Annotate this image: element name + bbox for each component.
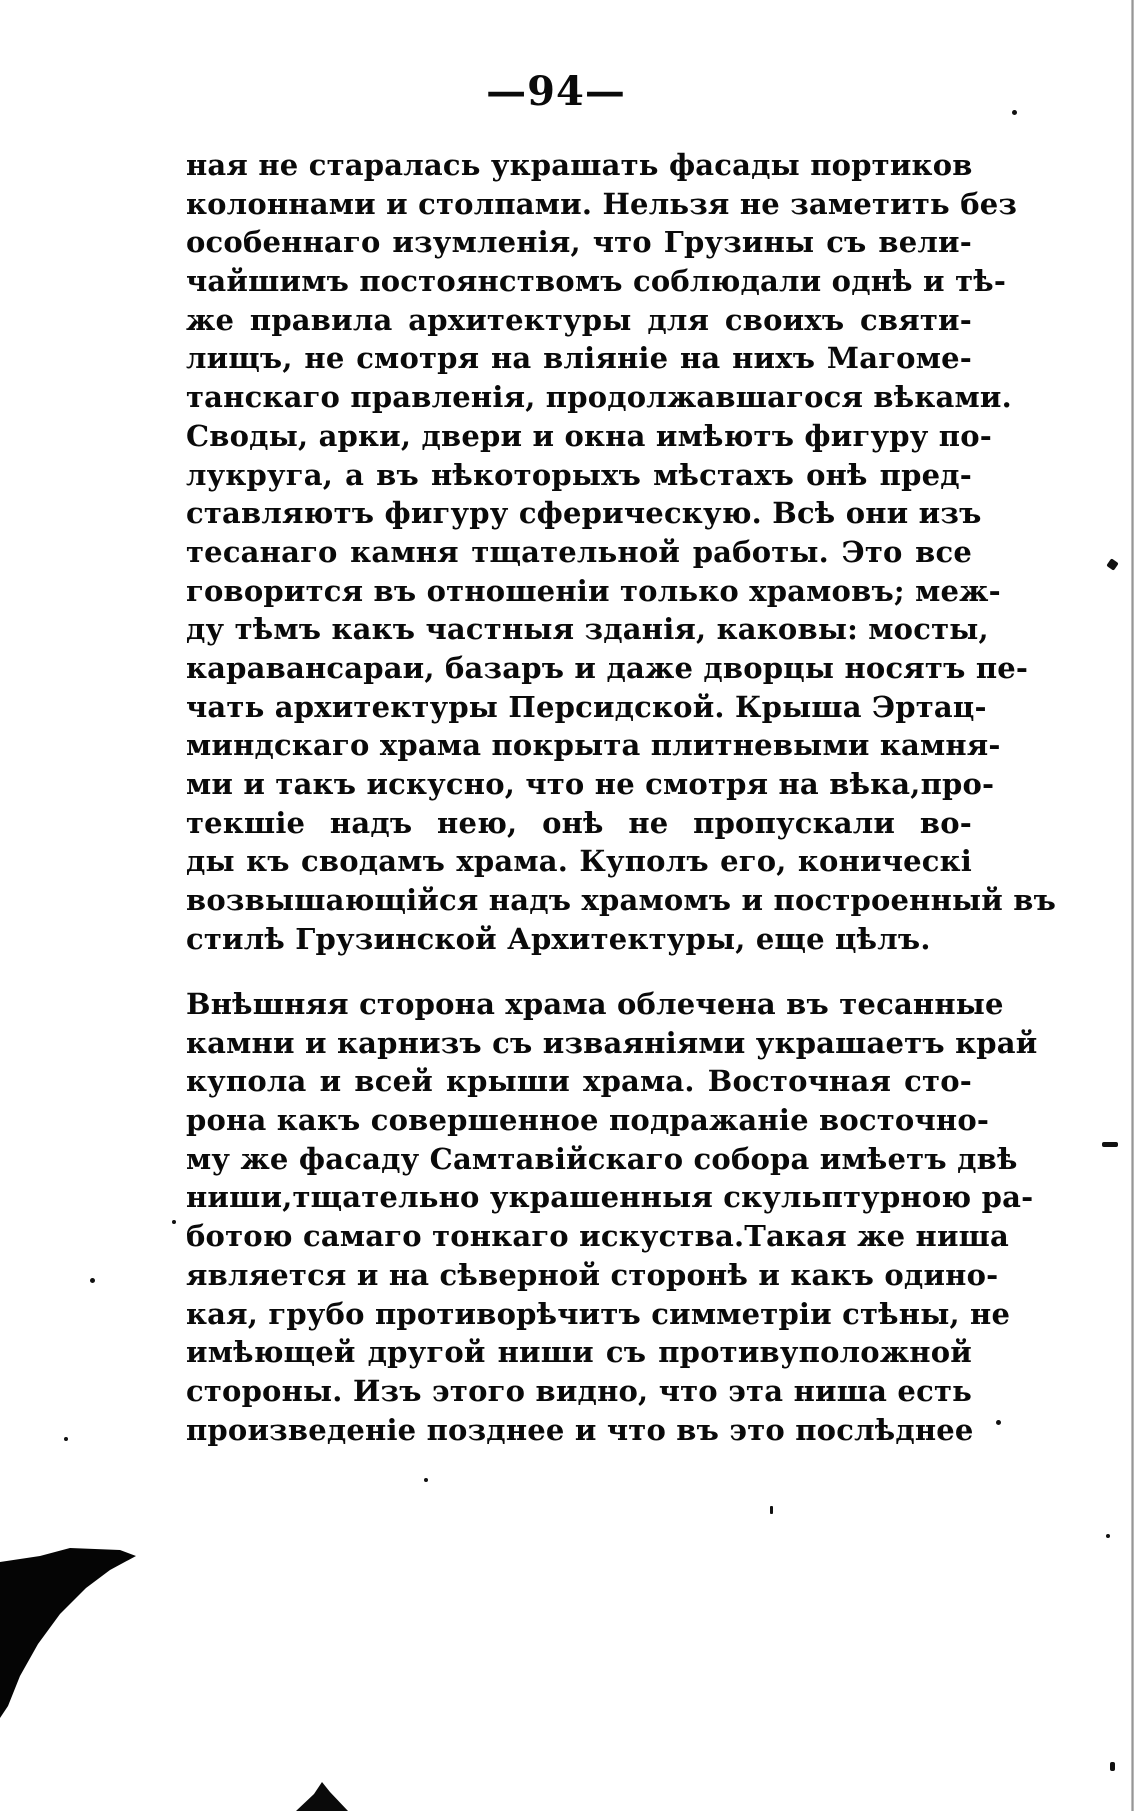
text-line: ды къ сводамъ храма. Куполъ его, коническі xyxy=(186,844,972,879)
bottom-ink-mark xyxy=(296,1782,348,1811)
text-line: ставляютъ фигуру сферическую. Всѣ они изъ xyxy=(186,496,982,531)
text-line: говорится въ отношеніи только храмовъ; меж- xyxy=(186,573,1001,608)
text-line: ми и такъ искусно, что не смотря на вѣка,про- xyxy=(186,767,995,801)
paragraph-1 xyxy=(186,146,1057,958)
scan-speck xyxy=(1012,110,1017,115)
text-line: Своды, арки, двери и окна имѣютъ фигуру по- xyxy=(186,418,992,453)
text-line: Внѣшняя сторона храма облечена въ тесанные xyxy=(186,987,1004,1021)
text-line: колоннами и столпами. Нельзя не заметить без xyxy=(186,186,1018,221)
page-number: —94— xyxy=(486,68,626,115)
scan-speck xyxy=(64,1437,68,1441)
scan-speck xyxy=(1110,1762,1115,1771)
text-line: стороны. Изъ этого видно, что эта ниша есть xyxy=(186,1373,972,1408)
scan-speck xyxy=(996,1420,1001,1425)
text-line: рона какъ совершенное подражаніе восточно- xyxy=(186,1103,990,1138)
text-line: особеннаго изумленія, что Грузины съ вели- xyxy=(186,225,972,260)
text-line: камни и карнизъ съ изваяніями украшаетъ край xyxy=(186,1025,1038,1060)
text-line: чайшимъ постоянствомъ соблюдали однѣ и тѣ- xyxy=(186,264,1007,299)
text-line: ная не старалась украшать фасады портиков xyxy=(186,148,973,182)
ink-blot xyxy=(0,1548,140,1718)
scan-speck xyxy=(1106,558,1119,571)
text-line: тесанаго камня тщательной работы. Это все xyxy=(186,534,972,569)
scan-speck xyxy=(1102,1142,1118,1147)
text-line: ботою самаго тонкаго искуства.Такая же ниша xyxy=(186,1219,1010,1254)
text-line: же правила архитектуры для своихъ святи- xyxy=(186,302,972,337)
scan-speck xyxy=(424,1478,428,1482)
text-line: купола и всей крыши храма. Восточная сто- xyxy=(186,1064,972,1099)
text-line: ниши,тщательно украшенныя скульптурною ра- xyxy=(186,1180,1034,1215)
text-line: чать архитектуры Персидской. Крыша Эртац- xyxy=(186,689,987,724)
text-line: лукруга, а въ нѣкоторыхъ мѣстахъ онѣ пред- xyxy=(186,457,972,492)
text-line: стилѣ Грузинской Архитектуры, еще цѣлъ. xyxy=(186,921,931,956)
text-line: возвышающійся надъ храмомъ и построенный въ xyxy=(186,883,1057,918)
scan-speck xyxy=(172,1220,176,1224)
scan-speck xyxy=(770,1506,773,1514)
text-line: кая, грубо противорѣчитъ симметріи стѣны, не xyxy=(186,1296,1011,1331)
scan-speck xyxy=(90,1278,95,1283)
text-line: имѣющей другой ниши съ противуположной xyxy=(186,1335,972,1370)
text-line: му же фасаду Самтавійскаго собора имѣетъ двѣ xyxy=(186,1141,1018,1176)
text-line: лищъ, не смотря на вліяніе на нихъ Магоме- xyxy=(186,341,972,376)
text-line: произведеніе позднее и что въ это послѣднее xyxy=(186,1412,974,1447)
text-line: танскаго правленія, продолжавшагося вѣками. xyxy=(186,380,1012,415)
text-line: ду тѣмъ какъ частныя зданія, каковы: мосты, xyxy=(186,612,989,647)
scan-speck xyxy=(1106,1534,1110,1538)
page-edge-shadow xyxy=(1131,0,1134,1811)
text-line: миндскаго храма покрыта плитневыми камня- xyxy=(186,728,1001,763)
text-line: текшіе надъ нею, онѣ не пропускали во- xyxy=(186,805,972,840)
text-line: является и на сѣверной сторонѣ и какъ одино- xyxy=(186,1257,999,1292)
paragraph-2 xyxy=(186,985,1038,1449)
text-line: каравансараи, базаръ и даже дворцы носятъ пе- xyxy=(186,650,1029,685)
